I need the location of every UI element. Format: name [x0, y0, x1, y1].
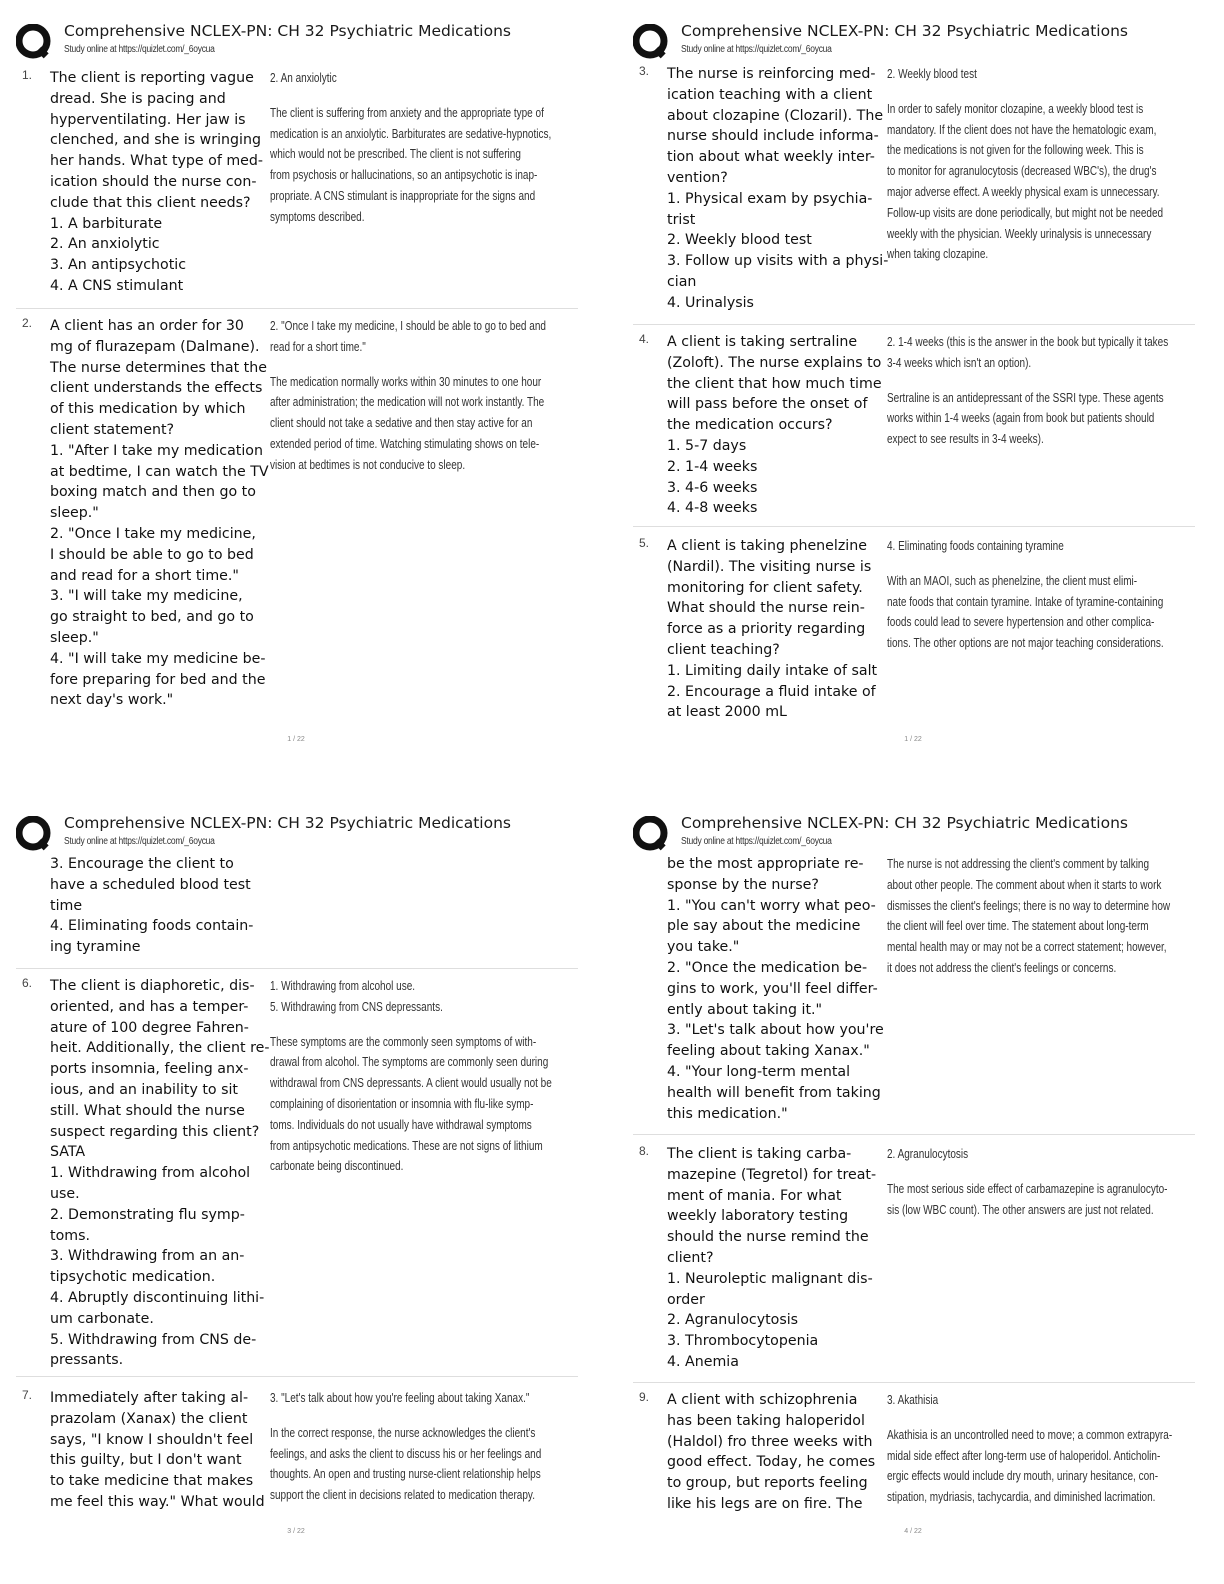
- flashcard-2: [16, 314, 578, 724]
- card-answer: 2. "Once I take my medicine, I should be able to go to bed and read for a short time." The medication normally works within 30 minutes to one hour after administration; the medication will not work instantly. The client should not take a sedative and then stay active for an extended period of time. Watching stimulating shows on tele- vision at bedtimes is not conducive to sleep.: [270, 316, 576, 476]
- quizlet-logo-icon: [16, 24, 52, 60]
- card-number: 4.: [639, 332, 650, 346]
- card-explanation: The nurse is not addressing the client's comment by talking about other people. The comment about when it starts to work dismisses the client's feelings; there is no way to determine how the client will feel over time. The statement about long-term mental health may or may not be a correct statement; however, it does not address the client's feelings or concerns.: [887, 857, 1171, 975]
- card-number: 9.: [639, 1390, 650, 1404]
- card-explanation: Sertraline is an antidepressant of the SSRI type. These agents works within 1-4 weeks (again from book but patients should expect to see results in 3-4 weeks).: [887, 390, 1164, 447]
- card-number: 5.: [639, 536, 650, 550]
- card-question: Immediately after taking al- prazolam (Xanax) the client says, "I know I shouldn't feel this guilty, but I don't want to take medicine that makes me feel this way." What would: [50, 1390, 265, 1510]
- flashcard-8: [633, 1142, 1195, 1383]
- card-number: 2.: [22, 316, 33, 330]
- page-4: [617, 792, 1207, 1562]
- page-header: [16, 20, 586, 64]
- card-explanation: With an MAOI, such as phenelzine, the client must elimi- nate foods that contain tyramine. Intake of tyramine-containing foods could lead to severe hypertension and other complica- tions. The other options are not major teaching considerations.: [887, 573, 1164, 651]
- card-answer: 4. Eliminating foods containing tyramine With an MAOI, such as phenelzine, the client must elimi- nate foods that contain tyramine. Intake of tyramine-containing foods could lead to severe hypertension and other complica- tions. The other options are not major teaching considerations.: [887, 536, 1193, 654]
- card-answer: 3. "Let's talk about how you're feeling about taking Xanax." In the correct response, the nurse acknowledges the client's feelings, and asks the client to discuss his or her feelings and thoughts. An open and trusting nurse-client relationship helps support the client in decisions related to medication therapy.: [270, 1388, 576, 1506]
- flashcard-7-continued: [633, 854, 1195, 1135]
- card-question: A client has an order for 30 mg of flurazepam (Dalmane). The nurse determines that the client understands the effects of this medication by which client statement? 1. "After I take my medication at bedtime, I can watch the TV boxing match and then go to sleep." 2. "Once I take my medicine, I should be able to go to bed and read for a short time." 3. "I will take my medicine, go straight to bed, and go to sleep." 4. "I will take my medicine be- fore preparing for bed and the next day's work.": [50, 318, 269, 709]
- flashcard-7: [16, 1386, 578, 1516]
- page-number: 4 / 22: [904, 1528, 922, 1535]
- quizlet-logo-icon: [16, 816, 52, 852]
- page-subtitle: Study online at https://quizlet.com/_6oycua: [64, 836, 215, 847]
- card-explanation: The medication normally works within 30 minutes to one hour after administration; the medication will not work instantly. The client should not take a sedative and then stay active for an extended period of time. Watching stimulating shows on tele- vision at bedtimes is not conducive to sleep.: [270, 374, 545, 472]
- flashcard-5: [633, 534, 1195, 724]
- card-question: A client with schizophrenia has been taking haloperidol (Haldol) fro three weeks with good effect. Today, he comes to group, but reports feeling like his legs are on fire. The: [667, 1392, 876, 1512]
- card-question: 3. Encourage the client to have a scheduled blood test time 4. Eliminating foods contain- ing tyramine: [50, 856, 254, 956]
- page-number: 1 / 22: [904, 736, 922, 743]
- card-question: A client is taking phenelzine (Nardil). The visiting nurse is monitoring for client safety. What should the nurse rein- force as a priority regarding client teaching? 1. Limiting daily intake of salt 2. Encourage a fluid intake of at least 2000 mL: [667, 538, 878, 721]
- flashcard-3: [633, 62, 1195, 325]
- card-question: The client is diaphoretic, dis- oriented, and has a temper- ature of 100 degree Fahren- heit. Additionally, the client re- ports insomnia, feeling anx- ious, and an inability to sit still. What should the nurse suspect regarding this client? SATA 1. Withdrawing from alcohol use. 2. Demonstrating flu symp- toms. 3. Withdrawing from an an- tipsychotic medication. 4. Abruptly discontinuing lithi- um carbonate. 5. Withdrawing from CNS de- pressants.: [50, 978, 270, 1369]
- page-title: Comprehensive NCLEX-PN: CH 32 Psychiatric Medications: [681, 814, 1128, 832]
- page-title: Comprehensive NCLEX-PN: CH 32 Psychiatric Medications: [64, 814, 511, 832]
- page-header: [16, 812, 586, 856]
- flashcard-6: [16, 974, 578, 1377]
- card-explanation: The client is suffering from anxiety and the appropriate type of medication is an anxiolytic. Barbiturates are sedative-hypnotics, which would not be prescribed. The client is not suffering from psychosis or hallucinations, so an antipsychotic is inap- propriate. A CNS stimulant is inappropriate for the signs and symptoms described.: [270, 105, 552, 224]
- quizlet-logo-icon: [633, 816, 669, 852]
- page-2: [617, 0, 1207, 770]
- page-title: Comprehensive NCLEX-PN: CH 32 Psychiatric Medications: [681, 22, 1128, 40]
- card-answer: 2. An anxiolytic The client is suffering from anxiety and the appropriate type of medication is an anxiolytic. Barbiturates are sedative-hypnotics, which would not be prescribed. The client is not suffering from psychosis or hallucinations, so an antipsychotic is inap- propriate. A CNS stimulant is inappropriate for the signs and symptoms described.: [270, 68, 576, 228]
- card-answer: 2. Agranulocytosis The most serious side effect of carbamazepine is agranulocyto- sis (low WBC count). The other answers are just not related.: [887, 1144, 1193, 1220]
- page-1: [0, 0, 590, 770]
- page-title: Comprehensive NCLEX-PN: CH 32 Psychiatric Medications: [64, 22, 511, 40]
- flashcard-4: [633, 330, 1195, 527]
- flashcard-1: [16, 66, 578, 309]
- card-number: 1.: [22, 68, 33, 82]
- card-question: The client is taking carba- mazepine (Tegretol) for treat- ment of mania. For what weekly laboratory testing should the nurse remind the client? 1. Neuroleptic malignant dis- order 2. Agranulocytosis 3. Thrombocytopenia 4. Anemia: [667, 1146, 877, 1370]
- page-subtitle: Study online at https://quizlet.com/_6oycua: [64, 44, 215, 55]
- page-number: 1 / 22: [287, 736, 305, 743]
- quizlet-logo-icon: [633, 24, 669, 60]
- card-number: 8.: [639, 1144, 650, 1158]
- card-number: 3.: [639, 64, 650, 78]
- page-subtitle: Study online at https://quizlet.com/_6oycua: [681, 836, 832, 847]
- card-explanation: Akathisia is an uncontrolled need to move; a common extrapyra- midal side effect after long-term use of haloperidol. Anticholin- ergic effects would include dry mouth, urinary hesitance, con- stipation, mydriasis, tachycardia, and diminished lacrimation.: [887, 1427, 1173, 1505]
- card-answer: 1. Withdrawing from alcohol use. 5. Withdrawing from CNS depressants. These symptoms are the commonly seen symptoms of with- drawal from alcohol. The symptoms are commonly seen during withdrawal from CNS depressants. A client would usually not be complaining of disorientation or insomnia with flu-like symp- toms. Individuals do not usually have withdrawal symptoms from antipsychotic medications. These are not signs of lithium carbonate being discontinued.: [270, 976, 576, 1177]
- card-explanation: In the correct response, the nurse acknowledges the client's feelings, and asks the client to discuss his or her feelings and thoughts. An open and trusting nurse-client relationship helps support the client in decisions related to medication therapy.: [270, 1425, 542, 1503]
- card-question: A client is taking sertraline (Zoloft). The nurse explains to the client that how much time will pass before the onset of the medication occurs? 1. 5-7 days 2. 1-4 weeks 3. 4-6 weeks 4. 4-8 weeks: [667, 334, 882, 517]
- flashcard-9: [633, 1388, 1195, 1518]
- card-question: The nurse is reinforcing med- ication teaching with a client about clozapine (Clozaril). The nurse should include informa- tion about what weekly inter- vention? 1. Physical exam by psychia- trist 2. Weekly blood test 3. Follow up visits with a physi- cian 4. Urinalysis: [667, 66, 889, 311]
- card-question: be the most appropriate re- sponse by the nurse? 1. "You can't worry what peo- ple say about the medicine you take." 2. "Once the medication be- gins to work, you'll feel differ- ently about taking it." 3. "Let's talk about how you're feeling about taking Xanax." 4. "Your long-term mental health will benefit from taking this medication.": [667, 856, 884, 1122]
- card-answer: 2. Weekly blood test In order to safely monitor clozapine, a weekly blood test is mandatory. If the client does not have the hematologic exam, the medications is not given for the following week. This is to monitor for agranulocytosis (decreased WBC's), the drug's major adverse effect. A weekly physical exam is unnecessary. Follow-up visits are done periodically, but might not be needed weekly with the physician. Weekly urinalysis is unnecessary when taking clozapine.: [887, 64, 1193, 265]
- page-header: [633, 812, 1203, 856]
- flashcard-5-continued: [16, 854, 578, 969]
- page-header: [633, 20, 1203, 64]
- page-number: 3 / 22: [287, 1528, 305, 1535]
- page-subtitle: Study online at https://quizlet.com/_6oycua: [681, 44, 832, 55]
- page-3: [0, 792, 590, 1562]
- card-number: 6.: [22, 976, 33, 990]
- card-question: The client is reporting vague dread. She is pacing and hyperventilating. Her jaw is clenched, and she is wringing her hands. What type of med- ication should the nurse con- clude that this client needs? 1. A barbiturate 2. An anxiolytic 3. An antipsychotic 4. A CNS stimulant: [50, 70, 264, 294]
- card-explanation: These symptoms are the commonly seen symptoms of with- drawal from alcohol. The symptoms are commonly seen during withdrawal from CNS depressants. A client would usually not be complaining of disorientation or insomnia with flu-like symp- toms. Individuals do not usually have withdrawal symptoms from antipsychotic medications. These are not signs of lithium carbonate being discontinued.: [270, 1034, 552, 1174]
- card-explanation: The most serious side effect of carbamazepine is agranulocyto- sis (low WBC count). The other answers are just not related.: [887, 1181, 1168, 1217]
- card-answer: 2. 1-4 weeks (this is the answer in the book but typically it takes 3-4 weeks which isn't an option). Sertraline is an antidepressant of the SSRI type. These agents works within 1-4 weeks (again from book but patients should expect to see results in 3-4 weeks).: [887, 332, 1193, 450]
- card-number: 7.: [22, 1388, 33, 1402]
- card-explanation: In order to safely monitor clozapine, a weekly blood test is mandatory. If the client does not have the hematologic exam, the medications is not given for the following week. This is to monitor for agranulocytosis (decreased WBC's), the drug's major adverse effect. A weekly physical exam is unnecessary. Follow-up visits are done periodically, but might not be needed weekly with the physician. Weekly urinalysis is unnecessary when taking clozapine.: [887, 101, 1164, 262]
- card-answer: 3. Akathisia Akathisia is an uncontrolled need to move; a common extrapyra- midal side effect after long-term use of haloperidol. Anticholin- ergic effects would include dry mouth, urinary hesitance, con- stipation, mydriasis, tachycardia, and diminished lacrimation.: [887, 1390, 1193, 1508]
